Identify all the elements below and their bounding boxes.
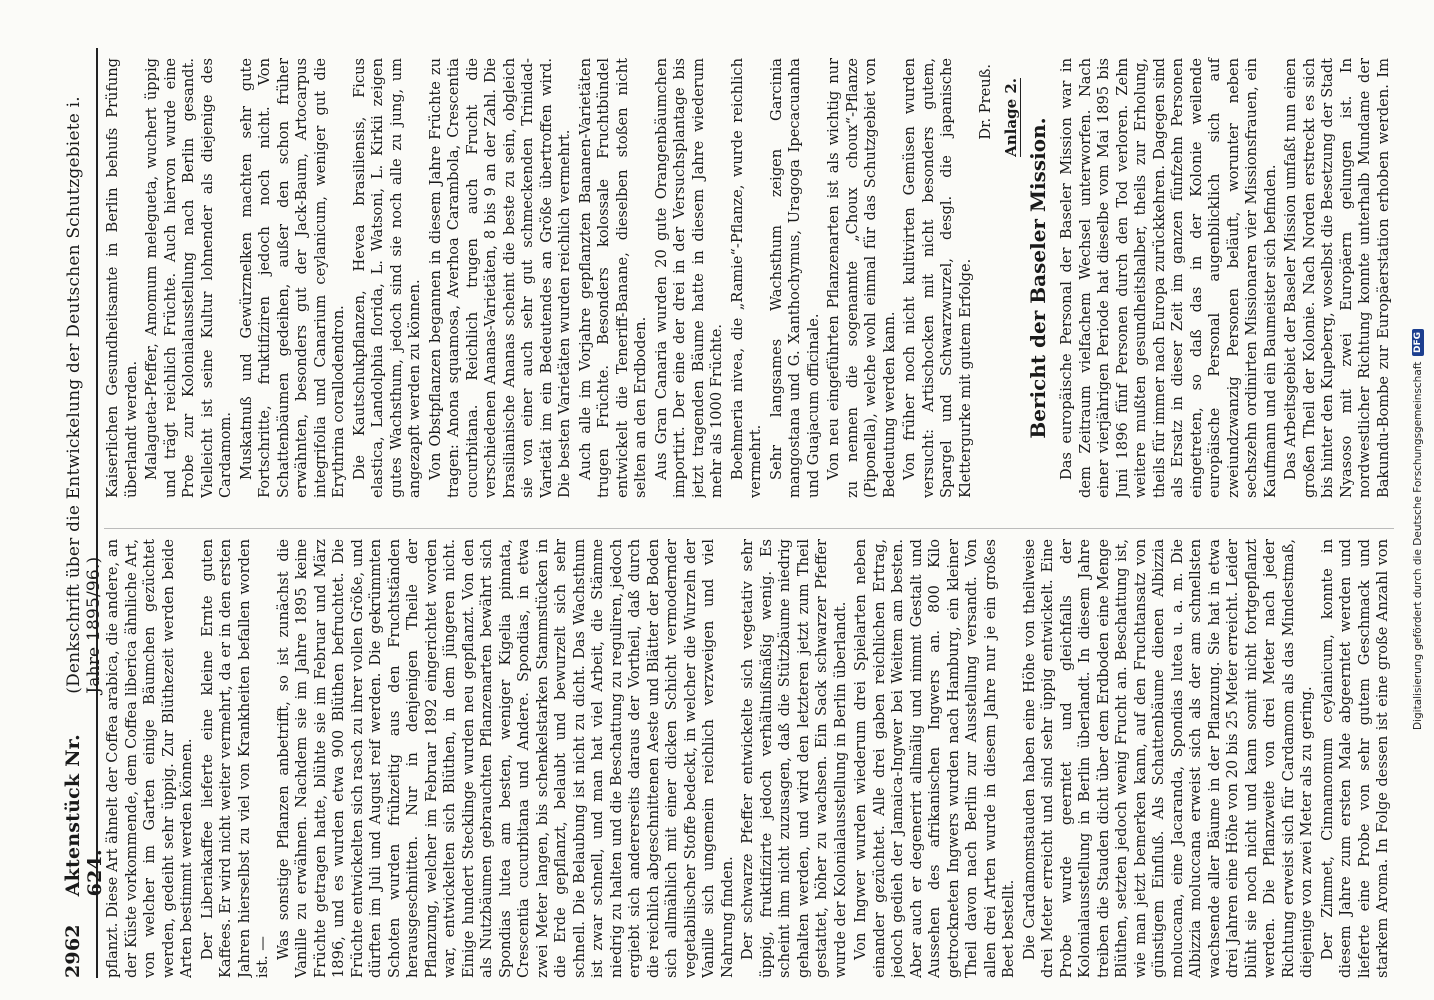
right-column (104, 48, 1394, 498)
digitization-note (1408, 10, 1428, 730)
paragraph: Die Cardamomstauden haben eine Höhe von theilweise drei Meter erreicht und sind sehr üppig entwickelt. Eine Probe wurde geerntet und gleichfalls der Kolonialausstellung in Berlin überlandt. In diesem Jahre treiben die Stauden dicht über dem Erdboden eine Menge Blüthen, setzten jedoch wenig Frucht an. Beschattung ist, wie man jetzt bemerken kann, auf den Fruchtansatz von günstigem Einfluß. Als Schattenbäume dienen Albizzia moluccana, eine Jacaranda, Spondias lutea u. a. m. Die Albizzia moluccana erweist sich als der am schnellsten wachsende aller Bäume in der Pflanzung. Sie hat in etwa drei Jahren eine Höhe von 20 bis 25 Meter erreicht. Leider blüht sie noch nicht und kann somit nicht fortgepflanzt werden. Die Pflanzweite von drei Meter nach jeder Richtung erweist sich für Cardamom als das Mindestmaß, diejenige von zwei Meter als zu gering. (1020, 539, 1315, 978)
page-content (0, 10, 1395, 1000)
document-number: Aktenstück Nr. 624. (62, 734, 106, 897)
paragraph: Von neu eingeführten Pflanzenarten ist als wichtig nur zu nennen die sogenannte „Choux choux“-Pflanze (Piponella), welche wohl einmal für das Schutzgebiet von Bedeutung werden kann. (825, 58, 898, 498)
paragraph: Von Obstpflanzen begannen in diesem Jahre Früchte zu tragen: Anona squamosa, Averhoa Carambola, Crescentia cucurbitana. Reichlich trugen auch Frucht die verschiedenen Ananas-Varietäten, 8 bis 9 an der Zahl. Die brasilianische Ananas scheint die beste zu sein, obgleich sie von einer auch sehr gut schmeckenden Trinidad-Varietät im ein Bedeutendes an Größe übertroffen wird. Die besten Varietäten wurden reichlich vermehrt. (426, 58, 573, 498)
document-title: (Denkschrift über die Entwickelung der Deutschen Schutzgebiete i. Jahre 1895/96.) (64, 96, 104, 694)
left-column (104, 528, 1394, 978)
page-number: 2962 (62, 924, 84, 978)
paragraph: Das europäische Personal der Baseler Mission war in dem Zeitraum vielfachem Wechsel unterworfen. Nach einer vierjährigen Periode hat dieselbe vom Mai 1895 bis Juni 1896 fünf Personen durch den Tod verloren. Zehn weitere mußten gesundheitshalber, theils zur Erholung, theils für immer nach Europa zurückkehren. Dagegen sind als Ersatz in dieser Zeit im ganzen fünfzehn Personen eingetreten, so daß das in der Kolonie weilende europäische Personal augenblicklich sich auf zweiundzwanzig Personen beläuft, worunter neben sechszehn ordinirten Missionaren vier Missionsfrauen, ein Kaufmann und ein Baumeister sich befinden. (1058, 58, 1279, 498)
dfg-logo: DFG (1412, 329, 1424, 356)
paragraph: Auch alle im Vorjahre gepflanzten Bananen-Varietäten trugen Früchte. Besonders kolossale Fruchtbündel entwickelt die Teneriff-Banane, dieselben stoßen nicht selten an den Erdboden. (576, 58, 649, 498)
paragraph: Boehmeria nivea, die „Ramie“-Pflanze, wurde reichlich vermehrt. (728, 58, 764, 498)
digitization-text: Digitalisierung gefördert durch die Deutsche Forschungsgemeinschaft (1412, 361, 1424, 730)
running-head (62, 48, 106, 978)
annex-label-text: Anlage 2. (1002, 78, 1020, 157)
paragraph: Der schwarze Pfeffer entwickelte sich vegetativ sehr üppig, fruktifizirte jedoch verhältnißmäßig wenig. Es scheint ihm nicht zuzusagen, daß die Stützbäume niedrig gehalten werden, und wird den letzteren jetzt zum Theil gestattet, höher zu wachsen. Ein Sack schwarzer Pfeffer wurde der Kolonialausstellung in Berlin überlandt. (739, 539, 849, 978)
paragraph: Von Ingwer wurden wiederum drei Spielarten neben einander gezüchtet. Alle drei gaben reichlichen Ertrag, jedoch gedieh der Jamaica-Ingwer bei Weitem am besten. Aber auch er degenerirt allmälig und nimmt Gestalt und Aussehen des afrikanischen Ingwers an. 800 Kilo getrockneten Ingwers wurden nach Hamburg, ein kleiner Theil davon nach Berlin zur Ausstellung versandt. Von allen drei Arten wurde in diesem Jahre nur je ein großes Beet bestellt. (852, 539, 1017, 978)
paragraph: Von früher noch nicht kultivirten Gemüsen wurden versucht: Artischocken mit nicht besonders gutem, Spargel und Schwarzwurzel, desgl. die japanische Klettergurke mit gutem Erfolge. (901, 58, 974, 498)
paragraph: Der Zimmet, Cinnamomum ceylanicum, konnte in diesem Jahre zum ersten Male abgeerntet werden und lieferte eine Probe von sehr gutem Geschmack und starkem Aroma. In Folge dessen ist eine große Anzahl von (1318, 539, 1391, 978)
section-title: Bericht der Baseler Mission. (1026, 117, 1050, 439)
paragraph: Muskatnuß und Gewürznelken machten sehr gute Fortschritte, fruktifiziren jedoch noch nicht. Von Schattenbäumen gedeihen, außer den schon früher erwähnten, besonders gut der Jack-Baum, Artocarpus integrifolia und Canarium ceylanicum, weniger gut die Erythrina corallodendron. (237, 58, 347, 498)
paragraph: Was sonstige Pflanzen anbetrifft, so ist zunächst die Vanille zu erwähnen. Nachdem sie im Jahre 1895 keine Früchte getragen hatte, blühte sie im Februar und März 1896, und es wurden etwa 900 Blüthen befruchtet. Die Früchte entwickelten sich rasch zu ihrer vollen Größe, und dürften im Juli und August reif werden. Die gekrümmten Schoten wurden frühzeitig aus den Fruchtständen herausgeschnitten. Nur in denjenigen Theile der Pflanzung, welcher im Februar 1892 eingerichtet worden war, entwickelten sich Blüthen, in dem jüngeren nicht. Einige hundert Stecklinge wurden neu gepflanzt. Von den als Nutzbäumen gebrauchten Pflanzenarten bewährt sich Spondias lutea am besten, weniger Kigelia pinnata, Crescentia cucurbitana und Andere. Spondias, in etwa zwei Meter langen, bis schenkelstarken Stammstücken in die Erde gepflanzt, belaubt und bewurzelt sich sehr schnell. Die Belaubung ist nicht zu dicht. Das Wachsthum ist zwar schnell, und man hat viel Arbeit, die Stämme niedrig zu halten und die Beschattung zu reguliren, jedoch ergiebt sich andererseits daraus der Vortheil, daß durch die reichlich abgeschnittenen Aeste und Blätter der Boden sich allmählich mit einer dicken Schicht vermodernder vegetabilischer Stoffe bedeckt, in welcher die Wurzeln der Vanille sich ungemein reichlich verzweigen und viel Nahrung finden. (274, 539, 736, 978)
paragraph: Sehr langsames Wachsthum zeigen Garcinia mangostana und G. Xanthochymus, Uragoga Ipecacuanha und Guajacum officinale. (767, 58, 822, 498)
paragraph: pflanzt. Diese Art ähnelt der Coffea arabica, die andere, an der Küste vorkommende, dem Coffea liberica ähnliche Art, von welcher im Garten einige Bäumchen gezüchtet werden, gedeiht sehr üppig. Zur Blüthezeit werden beide Arten bestimmt werden können. (104, 539, 195, 978)
paragraph: Malagueta-Pfeffer, Amomum melegueta, wuchert üppig und trägt reichlich Früchte. Auch hiervon wurde eine Probe zur Kolonialausstellung nach Berlin gesandt. Vielleicht ist seine Kultur lohnender als diejenige des Cardamom. (143, 58, 234, 498)
annex-label (1002, 78, 1020, 498)
author-signature: Dr. Preuß. (977, 64, 994, 140)
paragraph: Aus Gran Canaria wurden 20 gute Orangenbäumchen importirt. Der eine der drei in der Versuchsplantage bis jetzt tragenden Bäume hatte in diesem Jahre wiederum mehr als 1000 Früchte. (652, 58, 725, 498)
paragraph: Das Arbeitsgebiet der Baseler Mission umfaßt nun einen großen Theil der Kolonie. Nach Norden erstreckt es sich bis hinter den Kupeberg, woselbst die Besetzung der Stadt Nyasoso mit zwei Europäern gelungen ist. In nordwestlicher Richtung konnte unterhalb Mundame der Bakundu-Bombe zur Europäerstation erhoben werden. Im (1282, 58, 1392, 498)
paragraph: Kaiserlichen Gesundheitsamte in Berlin behufs Prüfung überlandt werden. (104, 58, 140, 498)
text-columns (104, 48, 1394, 978)
paragraph: Die Kautschukpflanzen, Hevea brasiliensis, Ficus elastica, Landolphia florida, L. Watsoni, L. Kirkii zeigen gutes Wachsthum, jedoch sind sie noch alle zu jung, um angezapft werden zu können. (350, 58, 423, 498)
paragraph: Der Liberiakaffee lieferte eine kleine Ernte guten Kaffees. Er wird nicht weiter vermehrt, da er in den ersten Jahren hierselbst zu viel von Krankheiten befallen worden ist. — (198, 539, 271, 978)
